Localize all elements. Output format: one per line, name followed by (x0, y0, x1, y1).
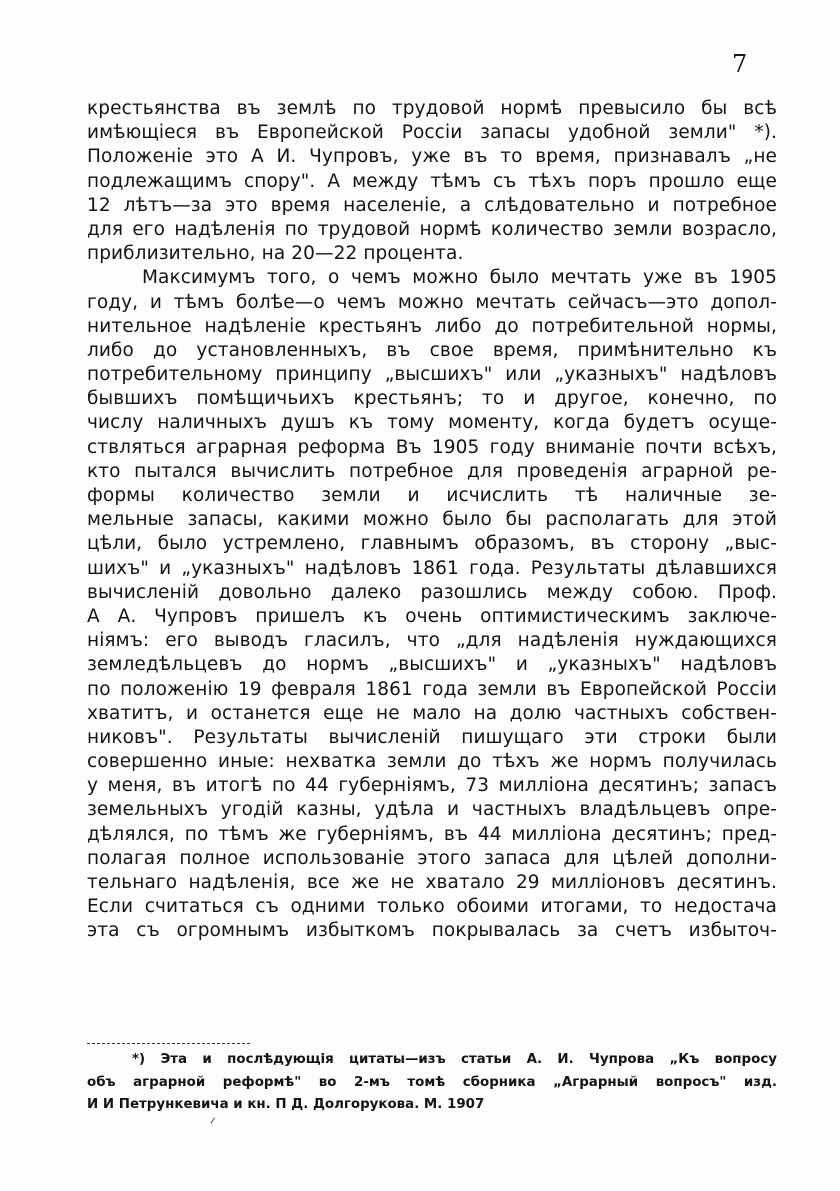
stray-ink-mark (211, 1117, 219, 1126)
text-line: формы количество земли и исчислить тѣ наличные зе- (87, 485, 777, 506)
text-line: кто пытался вычислить потребное для проведенiя аграрной ре- (87, 460, 777, 482)
text-line: земельныхъ угодiй казны, удѣла и частныхъ владѣльцевъ опре- (87, 799, 777, 821)
text-line: мельные запасы, какими можно было бы располагать для этой (87, 509, 777, 531)
text-line: подлежащимъ спору". А между тѣмъ съ тѣхъ поръ прошло еще (87, 170, 777, 192)
text-line: имѣющiеся въ Европейской Россiи запасы удобной земли" *). (87, 122, 777, 144)
text-line: 12 лѣтъ—за это время населенiе, а слѣдовательно и потребное (87, 194, 777, 216)
paragraph-first-line: Максимумъ того, о чемъ можно было мечтать уже въ 1905 (142, 267, 777, 289)
text-line: никовъ". Результаты вычисленiй пишущаго эти строки были (87, 726, 777, 748)
text-line: либо до установленныхъ, въ свое время, примѣнительно къ (87, 339, 777, 361)
text-line: дѣлялся, по тѣмъ же губернiямъ, въ 44 миллiона десятинъ; пред- (87, 823, 777, 845)
text-line: Если считаться съ одними только обоими итогами, то недостача (87, 896, 777, 918)
text-line: по положенiю 19 февраля 1861 года земли въ Европейской Россiи (87, 678, 777, 700)
text-line: бывшихъ помѣщичьихъ крестьянъ; то и другое, конечно, по (87, 388, 777, 410)
text-line: приблизительно, на 20—22 процента. (87, 243, 464, 265)
text-line: шихъ" и „указныхъ" надѣловъ 1861 года. Результаты дѣлавшихся (87, 557, 777, 579)
text-line: эта съ огромнымъ избыткомъ покрывалась за счетъ избыточ- (87, 920, 777, 942)
footnote (87, 1049, 777, 1117)
footnote-separator (87, 1043, 250, 1044)
text-line: А А. Чупровъ пришелъ къ очень оптимистическимъ заключе- (87, 605, 777, 627)
text-line: числу наличныхъ душъ къ тому моменту, когда будетъ осуще- (87, 412, 777, 434)
text-line: Положенiе это А И. Чупровъ, уже въ то время, признавалъ „не (87, 146, 777, 168)
text-line: потребительному принципу „высшихъ" или „указныхъ" надѣловъ (87, 364, 777, 386)
text-line: крестьянства въ землѣ по трудовой нормѣ превысило бы всѣ (87, 98, 777, 119)
text-line: у меня, въ итогѣ по 44 губернiямъ, 73 миллiона десятинъ; запасъ (87, 775, 777, 797)
text-line: нительное надѣленiе крестьянъ либо до потребительной нормы, (87, 315, 777, 337)
body-text (87, 97, 777, 944)
text-line: тельнаго надѣленiя, все же не хватало 29 миллiоновъ десятинъ. (87, 872, 777, 893)
page-number: 7 (732, 50, 748, 78)
text-line: ствляться аграрная реформа Въ 1905 году вниманiе почти всѣхъ, (87, 436, 777, 458)
text-line: земледѣльцевъ до нормъ „высшихъ" и „указныхъ" надѣловъ (87, 654, 777, 676)
text-line: хватитъ, и останется еще не мало на долю частныхъ собствен- (87, 702, 777, 724)
footnote-line: *) Эта и послѣдующiя цитаты—изъ статьи А. И. Чупрова „Къ вопросу (132, 1052, 777, 1067)
text-line: цѣли, было устремлено, главнымъ образомъ, въ сторону „выс- (87, 533, 777, 555)
text-line: полагая полное использованiе этого запаса для цѣлей дополни- (87, 847, 777, 869)
text-line: году, и тѣмъ болѣе—о чемъ можно мечтать сейчасъ—это допол- (87, 291, 777, 313)
footnote-line: объ аграрной реформѣ" во 2-мъ томѣ сборника „Аграрный вопросъ" изд. (87, 1074, 777, 1090)
text-line: для его надѣленiя по трудовой нормѣ количество земли возрасло, (87, 218, 777, 240)
text-line: совершенно иные: нехватка земли до тѣхъ же нормъ получилась (87, 751, 777, 773)
text-line: вычисленiй довольно далеко разошлись между собою. Проф. (87, 581, 777, 603)
text-line: нiямъ: его выводъ гласилъ, что „для надѣленiя нуждающихся (87, 630, 777, 652)
footnote-line: И И Петрункевича и кн. П Д. Долгорукова. М. 1907 (87, 1097, 485, 1112)
